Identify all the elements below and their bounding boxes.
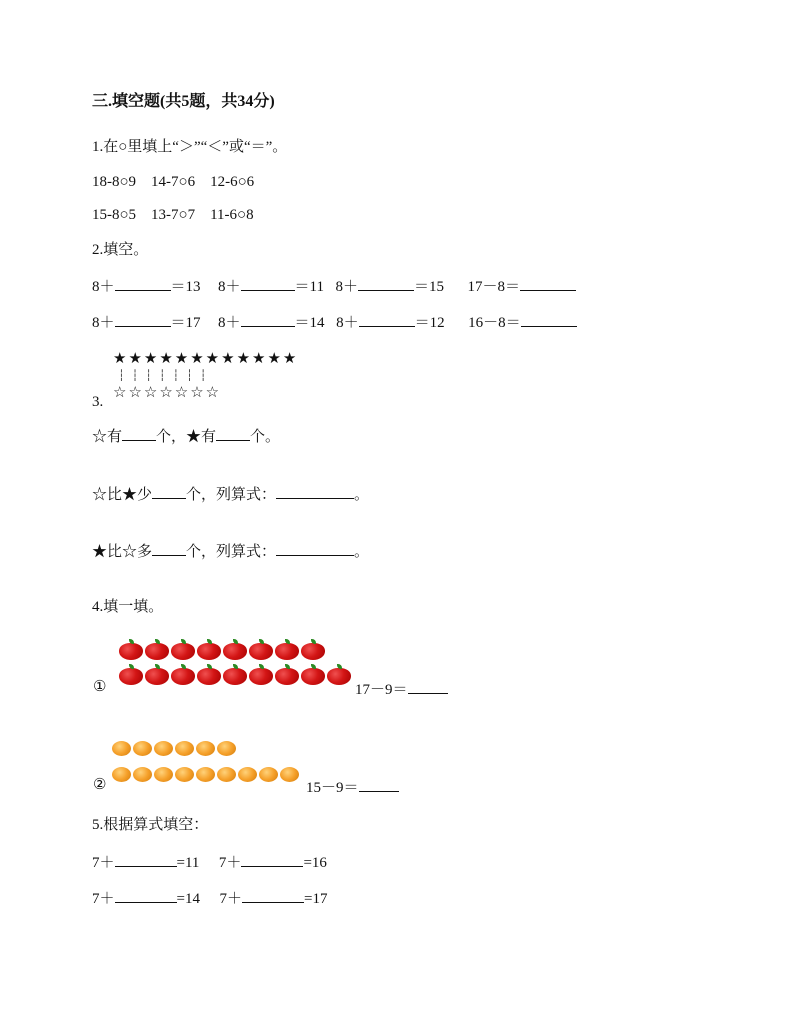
orange-icon bbox=[238, 767, 257, 782]
answer-blank[interactable] bbox=[359, 312, 415, 327]
q2-r1-c3-pre: 8＋ bbox=[335, 279, 359, 295]
oranges-bottom-row bbox=[112, 767, 299, 782]
orange-icon bbox=[154, 767, 173, 782]
q2-r1-c3-post: ＝15 bbox=[414, 279, 445, 295]
orange-icon bbox=[112, 741, 131, 756]
answer-blank[interactable] bbox=[122, 426, 156, 441]
q3-line-1 bbox=[92, 426, 280, 447]
q5-r1-c1-pre: 7＋ bbox=[92, 855, 115, 871]
q5-r2-c1-pre: 7＋ bbox=[92, 891, 115, 907]
answer-blank[interactable] bbox=[358, 276, 414, 291]
answer-blank[interactable] bbox=[276, 484, 354, 499]
orange-icon bbox=[217, 741, 236, 756]
orange-icon bbox=[217, 767, 236, 782]
q5-row-2 bbox=[92, 888, 327, 909]
orange-icon bbox=[280, 767, 299, 782]
q3-l1-b: 个，★有 bbox=[156, 429, 217, 445]
answer-blank[interactable] bbox=[241, 312, 295, 327]
apples-top-row bbox=[119, 643, 325, 660]
q3-l2-c: 。 bbox=[354, 487, 370, 503]
answer-blank[interactable] bbox=[520, 276, 576, 291]
q2-r2-c3-post: ＝12 bbox=[414, 315, 445, 331]
q3-number: 3. bbox=[92, 394, 104, 410]
q3-l2-a: ☆比★少 bbox=[92, 487, 153, 503]
q3-l1-c: 个。 bbox=[250, 429, 281, 445]
apple-icon bbox=[145, 643, 169, 660]
answer-blank[interactable] bbox=[241, 276, 295, 291]
q5-r2-c2-pre: 7＋ bbox=[219, 891, 242, 907]
item-1-equation-text: 17－9＝ bbox=[355, 682, 408, 698]
q2-r2-c2-pre: 8＋ bbox=[218, 315, 241, 331]
apple-icon bbox=[223, 643, 247, 660]
apple-icon bbox=[249, 668, 273, 685]
section-title: 三.填空题(共5题，共34分) bbox=[92, 93, 275, 110]
answer-blank[interactable] bbox=[521, 312, 577, 327]
orange-icon bbox=[133, 741, 152, 756]
apple-icon bbox=[145, 668, 169, 685]
apple-icon bbox=[249, 643, 273, 660]
answer-blank[interactable] bbox=[216, 426, 250, 441]
answer-blank[interactable] bbox=[241, 852, 303, 867]
orange-icon bbox=[196, 767, 215, 782]
q2-r2-c1-pre: 8＋ bbox=[92, 315, 115, 331]
answer-blank[interactable] bbox=[408, 679, 448, 694]
q3-l3-c: 。 bbox=[354, 544, 370, 560]
q2-row-1 bbox=[92, 276, 576, 297]
item-2-equation-text: 15－9＝ bbox=[306, 780, 359, 796]
answer-blank[interactable] bbox=[115, 888, 177, 903]
q2-r1-c1-post: ＝13 bbox=[170, 279, 201, 295]
q5-r1-c2-post: =16 bbox=[303, 855, 327, 871]
q4-prompt: 4.填一填。 bbox=[92, 599, 164, 615]
q1-prompt: 1.在○里填上“＞”“＜”或“＝”。 bbox=[92, 139, 288, 155]
apple-icon bbox=[119, 668, 143, 685]
q3-line-3 bbox=[92, 541, 369, 562]
q5-r1-c2-pre: 7＋ bbox=[218, 855, 242, 871]
q3-l3-a: ★比☆多 bbox=[92, 544, 153, 560]
orange-icon bbox=[175, 741, 194, 756]
apple-icon bbox=[275, 643, 299, 660]
q3-l2-b: 个，列算式： bbox=[186, 487, 277, 503]
orange-icon bbox=[154, 741, 173, 756]
q5-r1-c1-post: =11 bbox=[176, 855, 200, 871]
q2-r1-c1-pre: 8＋ bbox=[92, 279, 115, 295]
solid-stars-row: ★★★★★★★★★★★★ bbox=[113, 351, 299, 367]
apple-icon bbox=[223, 668, 247, 685]
q2-prompt: 2.填空。 bbox=[92, 242, 149, 258]
apple-icon bbox=[171, 643, 195, 660]
q2-row-2 bbox=[92, 312, 577, 333]
q5-r2-c2-post: =17 bbox=[304, 891, 328, 907]
orange-icon bbox=[133, 767, 152, 782]
q2-r2-c2-post: ＝14 bbox=[294, 315, 325, 331]
q5-prompt: 5.根据算式填空： bbox=[92, 817, 209, 833]
answer-blank[interactable] bbox=[152, 541, 186, 556]
q2-r1-c2-post: ＝11 bbox=[294, 279, 324, 295]
answer-blank[interactable] bbox=[115, 312, 171, 327]
apple-icon bbox=[197, 643, 221, 660]
apple-icon bbox=[197, 668, 221, 685]
answer-blank[interactable] bbox=[242, 888, 304, 903]
hollow-stars-row: ☆☆☆☆☆☆☆ bbox=[113, 385, 222, 401]
q5-row-1 bbox=[92, 852, 327, 873]
apple-icon bbox=[275, 668, 299, 685]
q3-l1-a: ☆有 bbox=[92, 429, 123, 445]
q1-row-2: 15-8○5 13-7○7 11-6○8 bbox=[92, 207, 254, 223]
q2-r2-c3-pre: 8＋ bbox=[336, 315, 359, 331]
apples-bottom-row bbox=[119, 668, 351, 685]
item-1-marker: ① bbox=[93, 679, 107, 695]
orange-icon bbox=[196, 741, 215, 756]
q3-l3-b: 个，列算式： bbox=[186, 544, 277, 560]
item-2-equation bbox=[306, 777, 399, 798]
apple-icon bbox=[301, 668, 325, 685]
item-1-equation bbox=[355, 679, 448, 700]
oranges-top-row bbox=[112, 741, 236, 756]
item-2-marker: ② bbox=[93, 777, 107, 793]
answer-blank[interactable] bbox=[115, 276, 171, 291]
answer-blank[interactable] bbox=[276, 541, 354, 556]
q2-r1-c4-pre: 17－8＝ bbox=[467, 279, 521, 295]
q5-r2-c1-post: =14 bbox=[176, 891, 200, 907]
orange-icon bbox=[175, 767, 194, 782]
apple-icon bbox=[301, 643, 325, 660]
answer-blank[interactable] bbox=[115, 852, 177, 867]
q2-r2-c4-pre: 16－8＝ bbox=[468, 315, 521, 331]
answer-blank[interactable] bbox=[359, 777, 399, 792]
q1-row-1: 18-8○9 14-7○6 12-6○6 bbox=[92, 174, 255, 190]
dotted-links: ┆┆┆┆┆┆┆ bbox=[118, 370, 214, 382]
q2-r1-c2-pre: 8＋ bbox=[218, 279, 241, 295]
apple-icon bbox=[171, 668, 195, 685]
orange-icon bbox=[259, 767, 278, 782]
q2-r2-c1-post: ＝17 bbox=[170, 315, 201, 331]
apple-icon bbox=[119, 643, 143, 660]
apple-icon bbox=[327, 668, 351, 685]
orange-icon bbox=[112, 767, 131, 782]
answer-blank[interactable] bbox=[152, 484, 186, 499]
q3-line-2 bbox=[92, 484, 369, 505]
